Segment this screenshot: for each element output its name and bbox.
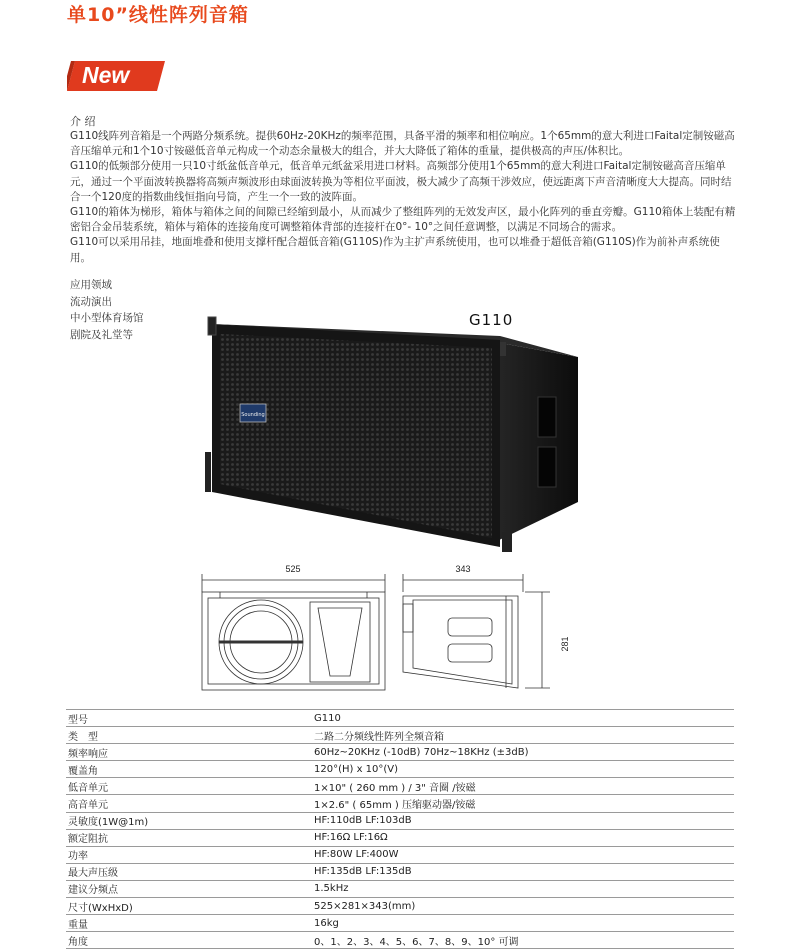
- spec-value: 1.5kHz: [312, 880, 734, 897]
- spec-table: [66, 709, 734, 949]
- table-row: [66, 932, 734, 949]
- table-row: [66, 744, 734, 761]
- intro-paragraph: G110线阵列音箱是一个两路分频系统。提供60Hz-20KHz的频率范围，具备平滑的频率和相位响应。1个65mm的意大利进口Faital定制铵磁高音压缩单元和1个10寸铵磁低音单元构成一个动态余量极大的组合，并大大降低了箱体的重量，提供极高的声压/体积比。: [70, 130, 735, 158]
- logo-text: Sounding: [241, 412, 265, 418]
- table-row: [66, 915, 734, 932]
- spec-label: 尺寸(WxHxD): [66, 898, 312, 915]
- new-badge: New: [82, 62, 130, 88]
- spec-label: 灵敏度(1W@1m): [66, 812, 312, 829]
- applications: [70, 277, 144, 343]
- spec-value: G110: [312, 710, 734, 727]
- spec-value: HF:135dB LF:135dB: [312, 863, 734, 880]
- spec-value: 525×281×343(mm): [312, 898, 734, 915]
- table-row: [66, 761, 734, 778]
- table-row: [66, 710, 734, 727]
- intro-paragraph: G110的箱体为梯形，箱体与箱体之间的间隙已经缩到最小，从而减少了整组阵列的无效发声区，最小化阵列的垂直旁瓣。G110箱体上装配有精密铝合金吊装系统，箱体与箱体的连接角度可调整箱体背部的连接杆在0°- 10°之间任意调整，以满足不同场合的需求。: [70, 206, 736, 234]
- spec-value: 二路二分频线性阵列全频音箱: [312, 727, 734, 744]
- width-dimension: 525: [285, 564, 301, 574]
- table-row: [66, 778, 734, 795]
- spec-label: 类 型: [66, 727, 312, 744]
- spec-label: 低音单元: [66, 778, 312, 795]
- spec-label: 频率响应: [66, 744, 312, 761]
- spec-value: HF:80W LF:400W: [312, 846, 734, 863]
- spec-label: 重量: [66, 915, 312, 932]
- spec-value: 16kg: [312, 915, 734, 932]
- table-row: [66, 898, 734, 915]
- spec-label: 功率: [66, 846, 312, 863]
- application-item: 剧院及礼堂等: [70, 328, 133, 341]
- application-item: 中小型体育场馆: [70, 312, 144, 324]
- model-label: G110: [469, 311, 514, 329]
- spec-label: 覆盖角: [66, 761, 312, 778]
- applications-heading: 应用领域: [70, 279, 112, 291]
- page-title: 单10”线性阵列音箱: [67, 4, 249, 26]
- depth-dimension: 343: [455, 564, 471, 574]
- spec-value: HF:16Ω LF:16Ω: [312, 829, 734, 846]
- table-row: [66, 812, 734, 829]
- table-row: [66, 727, 734, 744]
- height-dimension: 281: [560, 636, 570, 652]
- spec-value: 1×2.6" ( 65mm ) 压缩驱动器/铵磁: [312, 795, 734, 812]
- spec-value: HF:110dB LF:103dB: [312, 812, 734, 829]
- table-row: [66, 846, 734, 863]
- spec-label: 最大声压级: [66, 863, 312, 880]
- spec-value: 1×10" ( 260 mm ) / 3" 音圈 /铵磁: [312, 778, 734, 795]
- table-row: [66, 829, 734, 846]
- intro-paragraph: G110的低频部分使用一只10寸纸盆低音单元，低音单元纸盆采用进口材料。高频部分使用1个65mm的意大利进口Faital定制铵磁高音压缩单元，通过一个平面波转换器将高频声频波形由球面波转换为等相位平面波，极大减少了高频干涉效应，使远距离下声音清晰度大大提高。同时结合一个120度的指数曲线恒指向号筒，产生一个一致的波阵面。: [70, 160, 732, 203]
- table-row: [66, 863, 734, 880]
- application-item: 流动演出: [70, 295, 112, 308]
- speaker-product-image: [200, 312, 590, 557]
- spec-label: 建议分频点: [66, 880, 312, 897]
- table-row: [66, 880, 734, 897]
- intro-heading: 介 绍: [70, 115, 96, 128]
- spec-label: 型号: [66, 710, 312, 727]
- dimension-drawings: [190, 560, 590, 705]
- table-row: [66, 795, 734, 812]
- spec-value: 60Hz~20KHz (-10dB) 70Hz~18KHz (±3dB): [312, 744, 734, 761]
- spec-value: 0、1、2、3、4、5、6、7、8、9、10° 可调: [312, 932, 734, 949]
- spec-label: 角度: [66, 932, 312, 949]
- intro-paragraph: G110可以采用吊挂，地面堆叠和使用支撑杆配合超低音箱(G110S)作为主扩声系统使用，也可以堆叠于超低音箱(G110S)作为前补声系统使用。: [70, 236, 720, 264]
- spec-label: 额定阻抗: [66, 829, 312, 846]
- spec-value: 120°(H) x 10°(V): [312, 761, 734, 778]
- intro-text: [70, 129, 740, 266]
- spec-label: 高音单元: [66, 795, 312, 812]
